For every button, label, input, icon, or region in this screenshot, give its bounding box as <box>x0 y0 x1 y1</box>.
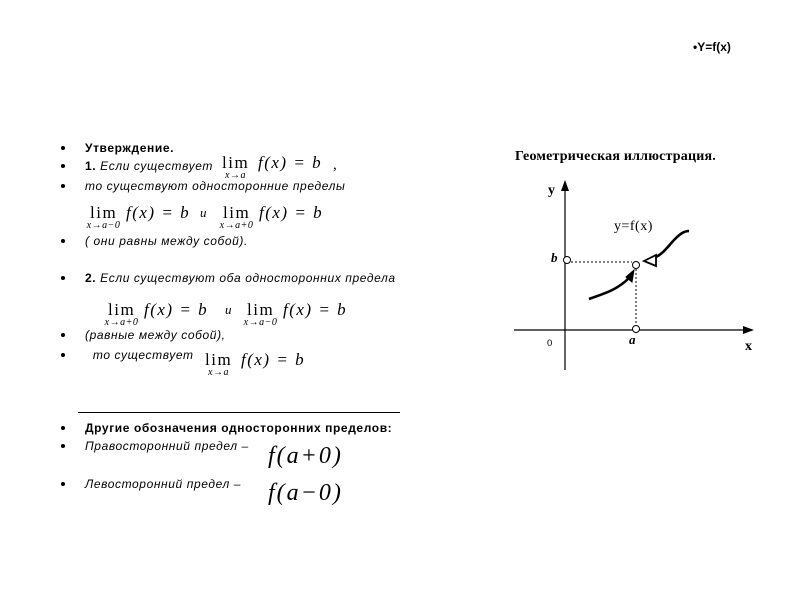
right-limit-label: Правосторонний предел – <box>85 439 249 453</box>
lim-operator: lim <box>108 300 136 319</box>
lim-operator: lim <box>205 350 233 369</box>
lim-subscript: x→a+0 <box>219 220 254 231</box>
lim-expression: f(x) = b <box>126 203 191 222</box>
curve-left-branch <box>589 278 629 299</box>
x-axis-label: x <box>745 339 752 354</box>
lim-expression: f(x) = b <box>258 153 323 172</box>
b-label: b <box>551 250 558 265</box>
statement-item-1 <box>85 159 213 173</box>
lim-operator: lim <box>222 153 250 172</box>
lim-expression: f(x) = b <box>144 300 209 319</box>
conjunction: и <box>225 302 232 317</box>
curve-label: y=f(x) <box>614 219 653 234</box>
b-point <box>564 257 571 264</box>
right-approach-arrow <box>644 255 656 266</box>
item-1-comma: , <box>333 157 337 173</box>
lim-subscript: x→a <box>225 170 246 181</box>
y-axis-label: y <box>548 183 555 198</box>
formula-right-limit <box>219 203 353 237</box>
conjunction: и <box>200 205 207 220</box>
section-divider <box>78 412 400 413</box>
a-label: a <box>629 332 636 347</box>
statement-item-2 <box>85 271 396 285</box>
item-2-number: 2. <box>85 271 97 285</box>
lim-subscript: x→a−0 <box>243 317 278 328</box>
formula-left-limit <box>243 300 377 334</box>
curve-right-branch <box>656 231 689 257</box>
item-1-text: Если существует <box>96 159 213 173</box>
lim-expression: f(x) = b <box>259 203 324 222</box>
geometric-illustration <box>500 170 770 380</box>
lim-expression: f(x) = b <box>283 300 348 319</box>
curve-point <box>633 262 640 269</box>
statement-title: Утверждение. <box>85 141 175 155</box>
y-axis-arrow <box>561 180 569 191</box>
item-2-text: Если существуют оба односторонних предела <box>96 271 396 285</box>
right-limit-formula: f(a+0) <box>268 443 343 469</box>
item-1-note: ( они равны между собой). <box>85 234 248 248</box>
notation-heading: Другие обозначения односторонних пределов: <box>85 421 393 435</box>
illustration-title: Геометрическая иллюстрация. <box>515 149 716 164</box>
item-2-conclusion: то существует <box>85 348 194 362</box>
item-2-note: (равные между собой), <box>85 328 226 342</box>
lim-operator: lim <box>223 203 251 222</box>
origin-label: 0 <box>547 338 553 349</box>
lim-operator: lim <box>90 203 118 222</box>
x-axis-arrow <box>743 326 754 334</box>
lim-operator: lim <box>247 300 275 319</box>
left-limit-formula: f(a−0) <box>268 480 343 506</box>
lim-subscript: x→a−0 <box>86 220 121 231</box>
lim-expression: f(x) = b <box>241 350 306 369</box>
corner-label: •Y=f(x) <box>693 40 731 54</box>
lim-subscript: x→a+0 <box>104 317 139 328</box>
item-1-followup: то существуют односторонние пределы <box>85 179 346 193</box>
lim-subscript: x→a <box>208 367 229 378</box>
item-1-number: 1. <box>85 159 97 173</box>
formula-conclusion-limit <box>205 350 335 384</box>
left-limit-label: Левосторонний предел – <box>85 477 242 491</box>
